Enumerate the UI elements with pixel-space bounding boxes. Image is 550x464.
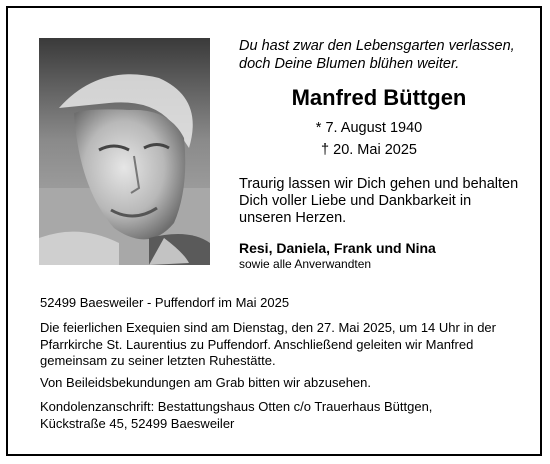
farewell-line: Traurig lassen wir Dich gehen und behalten	[239, 176, 519, 192]
death-date: † 20. Mai 2025	[321, 142, 417, 158]
verse-line: doch Deine Blumen blühen weiter.	[239, 56, 460, 72]
verse-line: Du hast zwar den Lebensgarten verlassen,	[239, 38, 515, 54]
portrait-photo	[39, 38, 210, 265]
relatives-note: sowie alle Anverwandten	[239, 257, 372, 271]
service-line: Die feierlichen Exequien sind am Dienstag, den 27. Mai 2025, um 14 Uhr in der	[40, 320, 496, 335]
service-line: gemeinsam zu seiner letzten Ruhestätte.	[40, 353, 276, 368]
birth-date: * 7. August 1940	[315, 120, 423, 136]
service-line: Pfarrkirche St. Laurentius zu Puffendorf. Anschließend geleiten wir Manfred	[40, 336, 474, 352]
place-date: 52499 Baesweiler - Puffendorf im Mai 2025	[40, 295, 290, 310]
farewell-line: unseren Herzen.	[239, 210, 347, 226]
address-line: Kondolenzanschrift: Bestattungshaus Otten c/o Trauerhaus Büttgen,	[40, 399, 433, 414]
farewell-line: Dich voller Liebe und Dankbarkeit in	[239, 193, 472, 209]
condolence-address	[40, 399, 520, 432]
verse	[239, 37, 529, 73]
mourner-names: Resi, Daniela, Frank und Nina	[239, 240, 436, 256]
farewell-text	[239, 176, 539, 227]
service-details	[40, 320, 502, 370]
deceased-name: Manfred Büttgen	[291, 85, 467, 110]
condolence-note: Von Beileidsbekundungen am Grab bitten wir abzusehen.	[40, 375, 371, 390]
address-line: Kückstraße 45, 52499 Baesweiler	[40, 415, 235, 431]
